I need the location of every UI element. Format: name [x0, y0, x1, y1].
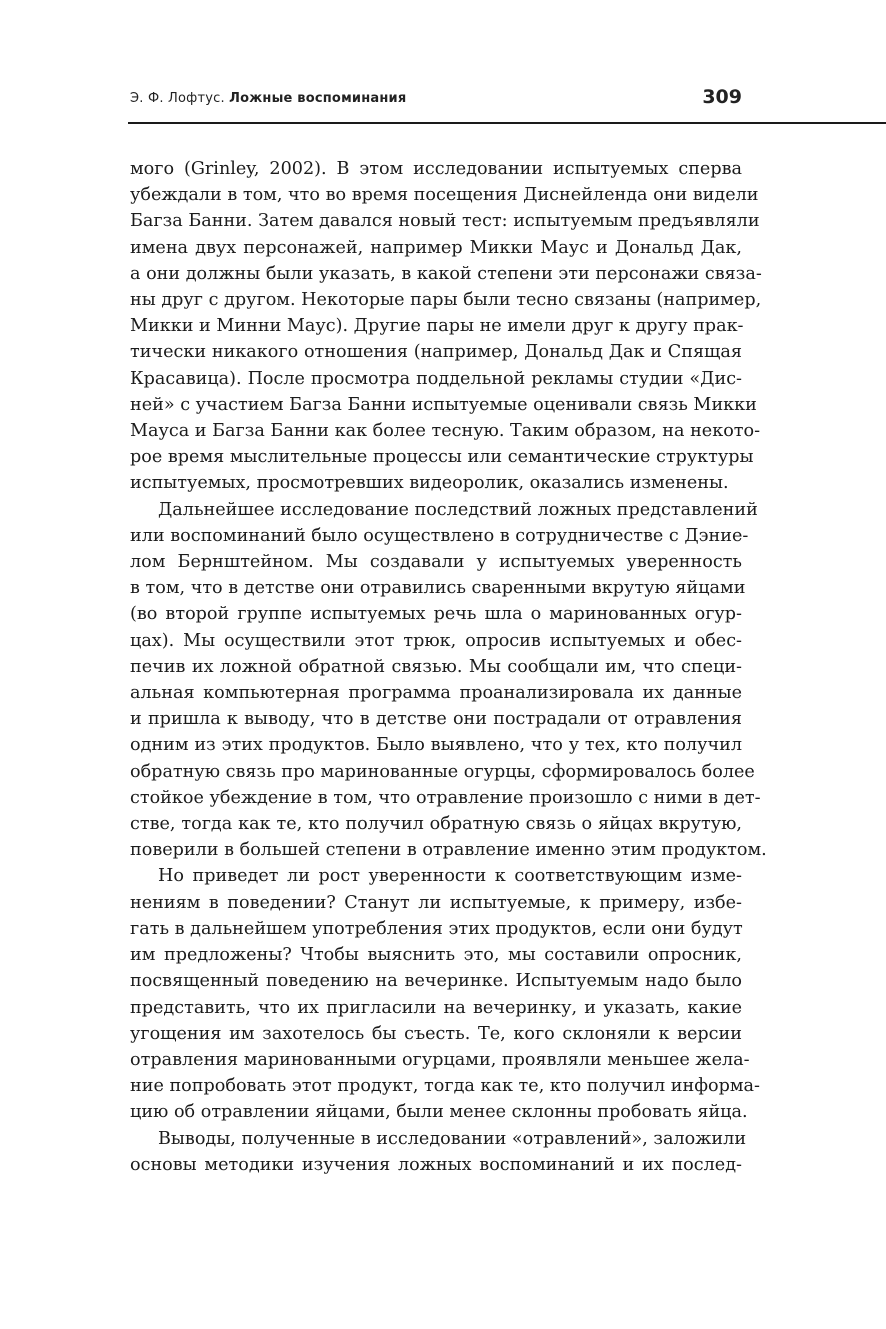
text-line: печив их ложной обратной связью. Мы сообщали им, что специ-: [130, 656, 742, 677]
paragraph: [130, 156, 762, 497]
text-line: ней» с участием Багза Банни испытуемые оценивали связь Микки: [130, 394, 757, 415]
text-line: Мауса и Багза Банни как более тесную. Таким образом, на некото-: [130, 421, 761, 442]
text-line: цах). Мы осуществили этот трюк, опросив испытуемых и обес-: [130, 630, 742, 651]
text-line: Багза Банни. Затем давался новый тест: испытуемым предъявляли: [130, 211, 760, 232]
text-line: и пришла к выводу, что в детстве они пострадали от отравления: [130, 709, 742, 730]
text-line: Дальнейшее исследование последствий ложных представлений: [158, 499, 758, 520]
text-line: мого (Grinley, 2002). В этом исследовании испытуемых сперва: [130, 159, 742, 179]
paragraph: [130, 497, 767, 864]
text-line: рое время мыслительные процессы или семантические структуры: [130, 447, 754, 468]
text-line: нениям в поведении? Станут ли испытуемые, к примеру, избе-: [130, 892, 742, 913]
text-line: основы методики изучения ложных воспоминаний и их послед-: [130, 1154, 742, 1175]
text-line: убеждали в том, что во время посещения Диснейленда они видели: [130, 185, 759, 206]
text-line: тически никакого отношения (например, Дональд Дак и Спящая: [130, 342, 742, 363]
header-rule: [128, 122, 886, 124]
text-line: а они должны были указать, в какой степени эти персонажи связа-: [130, 263, 762, 284]
text-line: им предложены? Чтобы выяснить это, мы составили опросник,: [130, 945, 742, 966]
text-line: Выводы, полученные в исследовании «отравлений», заложили: [158, 1128, 747, 1149]
book-title: Ложные воспоминания: [229, 91, 407, 106]
text-line: стойкое убеждение в том, что отравление произошло с ними в дет-: [130, 787, 761, 808]
text-line: ние попробовать этот продукт, тогда как те, кто получил информа-: [130, 1076, 760, 1097]
text-line: Но приведет ли рост уверенности к соответствующим изме-: [158, 866, 742, 887]
text-line: представить, что их пригласили на вечеринку, и указать, какие: [130, 997, 742, 1018]
text-line: в том, что в детстве они отравились сваренными вкрутую яйцами: [130, 578, 746, 599]
text-line: Красавица). После просмотра поддельной рекламы студии «Дис-: [130, 368, 742, 389]
text-line: ны друг с другом. Некоторые пары были тесно связаны (например,: [130, 290, 762, 311]
paragraph: [130, 1126, 747, 1178]
running-head: [130, 86, 742, 110]
body-text: [130, 156, 767, 1178]
text-line: альная компьютерная программа проанализировала их данные: [130, 683, 742, 704]
text-line: стве, тогда как те, кто получил обратную связь о яйцах вкрутую,: [130, 814, 742, 835]
text-line: обратную связь про маринованные огурцы, сформировалось более: [130, 761, 755, 782]
text-line: цию об отравлении яйцами, были менее склонны пробовать яйца.: [130, 1102, 748, 1123]
text-line: имена двух персонажей, например Микки Маус и Дональд Дак,: [130, 237, 742, 258]
text-line: одним из этих продуктов. Было выявлено, что у тех, кто получил: [130, 735, 742, 756]
text-line: (во второй группе испытуемых речь шла о маринованных огур-: [130, 604, 742, 625]
text-line: угощения им захотелось бы съесть. Те, кого склоняли к версии: [130, 1023, 742, 1044]
text-line: лом Бернштейном. Мы создавали у испытуемых уверенность: [130, 552, 742, 573]
text-line: гать в дальнейшем употребления этих продуктов, если они будут: [130, 918, 743, 939]
running-head-text: [130, 91, 406, 106]
text-line: поверили в большей степени в отравление именно этим продуктом.: [130, 840, 767, 861]
author-name: Э. Ф. Лофтус.: [130, 91, 225, 106]
text-line: Микки и Минни Маус). Другие пары не имели друг к другу прак-: [130, 316, 744, 337]
text-line: испытуемых, просмотревших видеоролик, оказались изменены.: [130, 473, 729, 494]
text-line: отравления маринованными огурцами, проявляли меньшее жела-: [130, 1049, 750, 1070]
paragraph: [130, 863, 760, 1125]
page-number: 309: [702, 86, 742, 108]
text-line: или воспоминаний было осуществлено в сотрудничестве с Дэние-: [130, 525, 749, 546]
text-line: посвященный поведению на вечеринке. Испытуемым надо было: [130, 971, 742, 992]
